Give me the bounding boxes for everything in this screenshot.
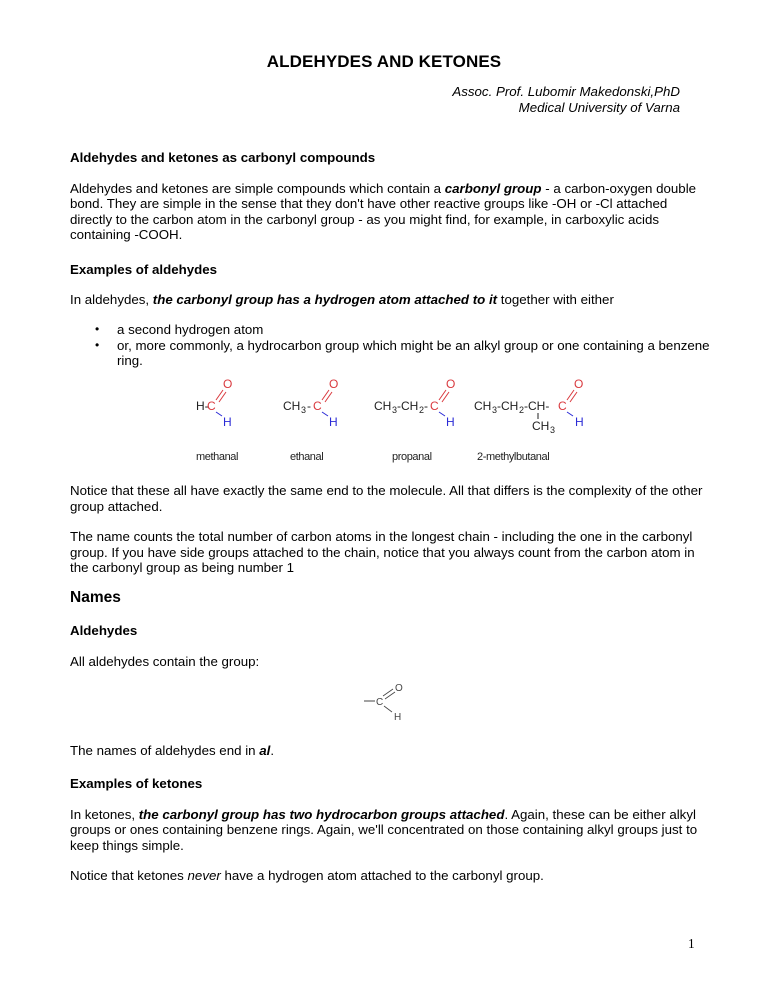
emphasis: carbonyl group [444, 180, 542, 196]
section-aldehyde-suffix [70, 743, 710, 759]
svg-text:O: O [223, 377, 233, 391]
paragraph: All aldehydes contain the group: [70, 654, 260, 669]
svg-text:2: 2 [419, 405, 425, 415]
svg-text:C: C [376, 697, 384, 708]
paragraph: Notice that these all have exactly the same end to the molecule. All that differs is the complexity of the other group attached. [70, 483, 703, 514]
svg-text:-: - [424, 399, 428, 413]
svg-text:O: O [574, 377, 584, 391]
section-aldehyde-notes [70, 483, 710, 576]
emphasis: the carbonyl group has two hydrocarbon groups attached [138, 806, 505, 822]
paragraph: Notice that ketones never have a hydrogen atom attached to the carbonyl group. [70, 868, 544, 883]
bullet-list [70, 322, 710, 369]
page-number: 1 [688, 936, 695, 951]
subsection-heading: Aldehydes [70, 622, 138, 638]
svg-text:O: O [446, 377, 456, 391]
svg-text:C: C [430, 399, 439, 413]
section-heading: Examples of ketones [70, 776, 203, 791]
page-title: ALDEHYDES AND KETONES [266, 52, 502, 71]
svg-text:3: 3 [492, 405, 498, 415]
list-item: • a second hydrogen atom [70, 322, 710, 338]
svg-text:-CH: -CH [397, 399, 419, 413]
svg-text:3: 3 [550, 425, 556, 435]
svg-text:CH: CH [474, 399, 492, 413]
author-affiliation: Medical University of Varna [518, 100, 680, 115]
svg-text:H: H [223, 415, 232, 429]
section-ketone-examples [70, 776, 710, 884]
svg-text:O: O [329, 377, 339, 391]
svg-text:2: 2 [519, 405, 525, 415]
svg-text:C: C [558, 399, 567, 413]
section-aldehyde-examples [70, 262, 710, 369]
paragraph: Aldehydes and ketones are simple compounds which contain a carbonyl group - a carbon-oxygen double bond. They are simple in the sense that they don't have other reactive groups like -OH or -Cl attached directly to the carbon atom in the carbonyl group - as you might find, for example, in carboxylic acids containing -COOH. [70, 180, 697, 242]
svg-text:3: 3 [392, 405, 398, 415]
section-carbonyl-compounds [70, 150, 710, 243]
svg-text:H: H [575, 415, 584, 429]
molecule-label-2-methylbutanal: 2-methylbutanal [477, 451, 550, 463]
paragraph: In ketones, the carbonyl group has two hydrocarbon groups attached. Again, these can be either alkyl groups or ones containing benzene rings. Again, we'll concentrated on those containing alkyl groups just to keep things simple. [70, 806, 698, 853]
svg-text:3: 3 [301, 405, 307, 415]
paragraph: The name counts the total number of carbon atoms in the longest chain - including the one in the carbonyl group. If you have side groups attached to the chain, notice that you always count from the carbon atom in the carbonyl group as being number 1 [70, 529, 695, 575]
svg-text:H-: H- [196, 399, 209, 413]
section-heading: Aldehydes and ketones as carbonyl compounds [70, 150, 376, 165]
svg-text:CH: CH [532, 419, 550, 433]
section-names [70, 590, 710, 670]
svg-text:CH: CH [374, 399, 392, 413]
svg-text:-: - [307, 399, 311, 413]
paragraph: The names of aldehydes end in al. [70, 743, 275, 758]
author-name: Assoc. Prof. Lubomir Makedonski,PhD [452, 84, 680, 99]
aldehyde-group-diagram [360, 680, 420, 730]
list-item: • or, more commonly, a hydrocarbon group which might be an alkyl group or one containing a benzene ring. [70, 338, 710, 369]
svg-text:C: C [207, 399, 216, 413]
ethanal-structure [283, 377, 338, 429]
section-heading: Examples of aldehydes [70, 262, 218, 277]
svg-text:O: O [395, 683, 403, 694]
section-heading: Names [70, 589, 121, 606]
svg-text:C: C [313, 399, 322, 413]
2-methylbutanal-structure [474, 377, 584, 435]
propanal-structure [374, 377, 455, 429]
aldehyde-structures-figure [190, 376, 610, 466]
molecule-label-propanal: propanal [392, 451, 432, 463]
emphasis: the carbonyl group has a hydrogen atom attached to it [152, 291, 498, 307]
emphasis: al [259, 743, 271, 758]
svg-text:-CH: -CH [497, 399, 519, 413]
svg-text:CH: CH [283, 399, 301, 413]
svg-text:H: H [446, 415, 455, 429]
molecule-label-methanal: methanal [196, 451, 239, 463]
author-block [452, 84, 680, 116]
svg-text:H: H [329, 415, 338, 429]
emphasis: never [187, 868, 221, 883]
methanal-structure [196, 377, 232, 429]
svg-text:H: H [394, 712, 402, 723]
paragraph: In aldehydes, the carbonyl group has a hydrogen atom attached to it together with either [70, 291, 614, 307]
svg-text:-CH-: -CH- [524, 399, 550, 413]
molecule-label-ethanal: ethanal [290, 451, 324, 463]
